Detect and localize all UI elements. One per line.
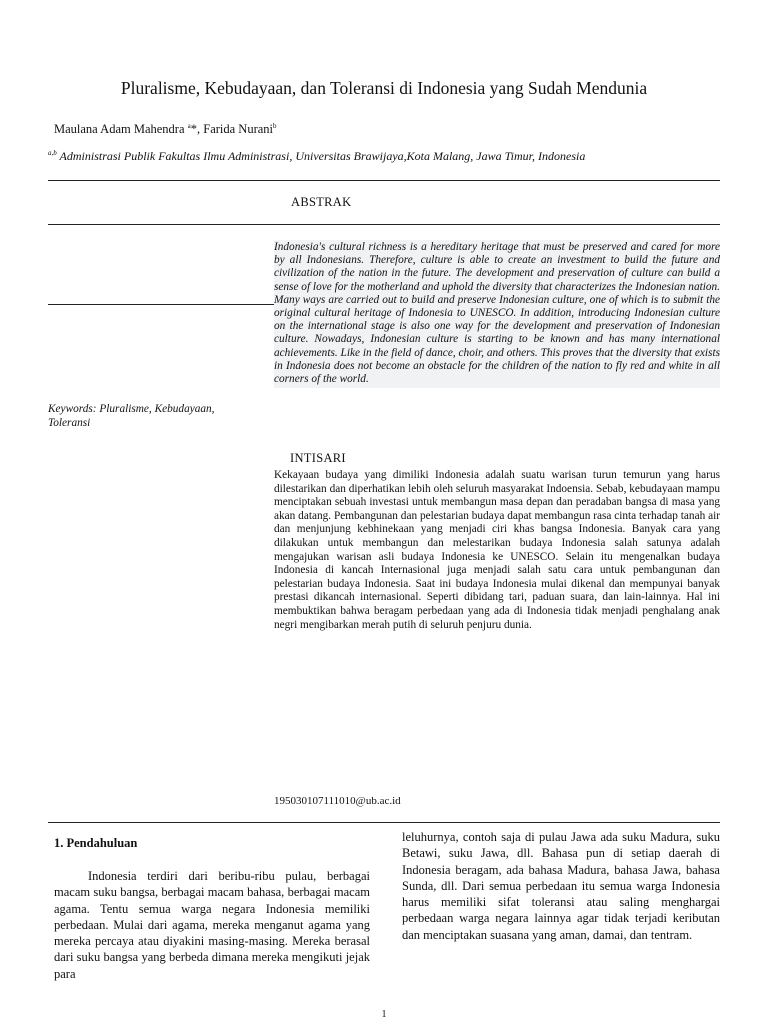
affiliation-superscript: a,b	[48, 149, 57, 157]
section-heading: 1. Pendahuluan	[54, 836, 138, 850]
divider-keywords-top	[48, 304, 274, 305]
body-column-right: leluhurnya, contoh saja di pulau Jawa ada suku Madura, suku Betawi, suku Jawa, dll. Bahasa pun di setiap daerah di Indonesia beragam, ada bahasa Madura, bahasa Jawa, bahasa Sunda, dll. Dari semua perbedaan itu semua warga Indonesia harus memiliki sifat toleransi atau saling menghargai perbedaan warga negara lainnya agar tidak terjadi keributan dan menciptakan suasana yang aman, damai, dan tentram.	[402, 830, 720, 942]
affiliation	[48, 149, 585, 164]
author-name-1: Maulana Adam Mahendra	[54, 122, 188, 137]
keywords: Keywords: Pluralisme, Kebudayaan, Toleransi	[48, 403, 215, 429]
author-superscript-a: a	[187, 122, 191, 130]
paper-title: Pluralisme, Kebudayaan, dan Toleransi di Indonesia yang Sudah Mendunia	[120, 78, 648, 98]
abstract-heading: ABSTRAK	[291, 195, 352, 209]
page-number: 1	[381, 1009, 387, 1020]
author-superscript-b: b	[273, 122, 277, 130]
intisari-text: Kekayaan budaya yang dimiliki Indonesia adalah suatu warisan turun temurun yang harus dilestarikan dan diperhatikan lebih oleh seluruh masyarakat Indoensia. Sebab, kebudayaan mampu menciptakan sebuah investasi untuk membangun masa depan dan peradaban bangsa di masa yang akan datang. Pembangunan dan pelestarian budaya dapat membangun rasa cinta terhadap tanah air dan menjunjung kebhinekaan yang menjadi ciri khas bangsa Indonesia. Banyak cara yang dilakukan untuk membangun dan melestarikan budaya Indonesia salah satunya adalah mengajukan warisan asli budaya Indonesia ke UNESCO. Selain itu mengenalkan budaya Indonesia di kancah Internasional juga menjadi salah satu cara untuk pembangunan dan pelestarian budaya Indonesia. Saat ini budaya Indonesia mulai dikenal dan mempunyai banyak prestasi dikancah internasional. Seperti dibidang tari, paduan suara, dan lain-lainnya. Hal ini membuktikan bahwa beragam perbedaan yang ada di Indonesia tidak menjadi penghalang anak negri mengibarkan merah putih di seluruh penjuru dunia.	[274, 469, 720, 631]
author-email: 195030107111010@ub.ac.id	[274, 795, 401, 807]
corresponding-mark: *	[190, 122, 197, 137]
intisari-heading: INTISARI	[290, 451, 346, 465]
author-name-2: , Farida Nurani	[197, 122, 274, 137]
affiliation-text: Administrasi Publik Fakultas Ilmu Administrasi, Universitas Brawijaya,Kota Malang, Jawa Timur, Indonesia	[56, 149, 586, 163]
author-line	[54, 122, 277, 137]
abstract-text: Indonesia's cultural richness is a hereditary heritage that must be preserved and cared for more by all Indonesians. Therefore, culture is able to create an investment to build the future and civilization of the nation in the future. The development and preservation of culture can build a sense of love for the motherland and uphold the diversity that characterizes the Indonesian nation. Many ways are carried out to build and preserve Indonesian culture, one of which is to submit the original cultural heritage of Indonesia to UNESCO. In addition, introducing Indonesian culture on the international stage is also one way for the development and preservation of Indonesian culture. Nowadays, Indonesian culture is starting to be known and has many international achievements. Like in the field of dance, choir, and others. This proves that the diversity that exists in Indonesia does not become an obstacle for the children of the nation to fly red and white in all corners of the world.	[274, 240, 720, 388]
divider-bottom	[48, 822, 720, 823]
divider-top	[48, 180, 720, 181]
body-column-left: Indonesia terdiri dari beribu-ribu pulau, berbagai macam suku bangsa, berbagai macam bahasa, berbagai macam agama. Tentu semua warga negara Indonesia memiliki perbedaan. Mulai dari agama, mereka menganut agama yang mereka percaya atau diyakini masing-masing. Mereka berasal dari suku bangsa yang berbeda dimana mereka mengikuti jejak para	[54, 869, 370, 981]
divider-abstract	[48, 224, 720, 225]
